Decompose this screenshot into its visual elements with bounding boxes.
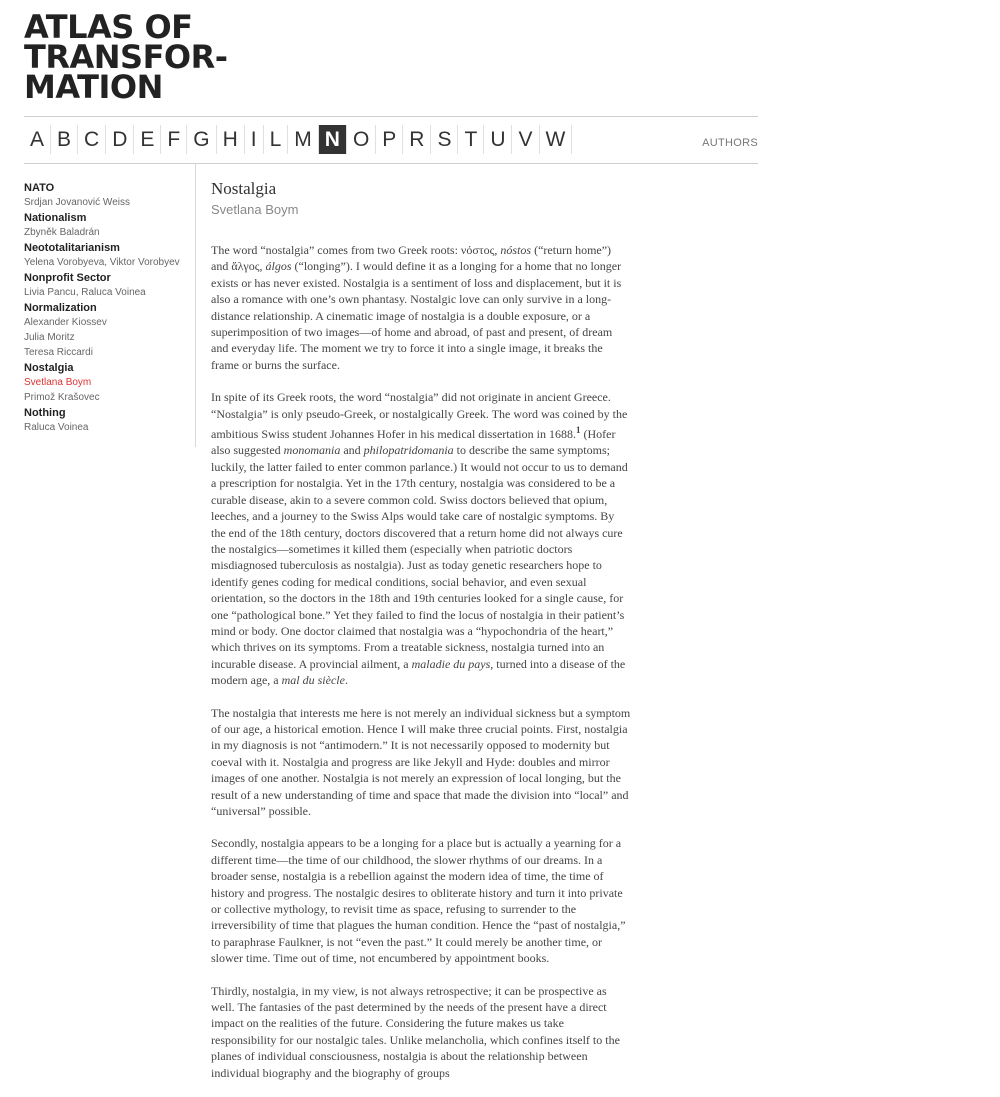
letter-h[interactable]: H	[217, 125, 245, 154]
entry-term[interactable]: Nationalism	[24, 212, 87, 224]
italic-term: monomania	[283, 443, 341, 458]
letter-u[interactable]: U	[484, 125, 512, 154]
text-run: and	[340, 443, 364, 458]
letter-f[interactable]: F	[161, 125, 187, 154]
text-run: Secondly, nostalgia appears to be a longing for a place but is actually a yearning for a different time—the time of our childhood, the slower rhythms of our dreams. In a broader sense, nostalgia is a rebellion against the modern idea of time, the time of history and progress. The nostalgic desires to obliterate history and turn it into private or collective mythology, to revisit time as space, refusing to surrender to the irreversibility of time that plagues the human condition. Hence the “past of nostalgia,” to paraphrase Faulkner, is not “even the past.” It could merely be another time, or slower time. Time out of time, not encumbered by appointment books.	[211, 836, 626, 966]
entry-term[interactable]: Normalization	[24, 302, 97, 314]
footnote-link[interactable]: 1	[575, 425, 581, 436]
letter-s[interactable]: S	[431, 125, 458, 154]
entry-author[interactable]: Alexander Kiossev	[24, 317, 107, 328]
sidebar-divider	[195, 164, 196, 447]
nav-bottom-divider	[24, 163, 758, 164]
article-paragraph	[211, 983, 631, 1081]
article-paragraph	[211, 242, 631, 373]
entry-author[interactable]: Teresa Riccardi	[24, 347, 93, 358]
text-run: The nostalgia that interests me here is not merely an individual sickness but a symptom of our age, a historical emotion. Hence I will make three crucial points. First, nostalgia in my diagnosis is not “antimodern.” It is not necessarily opposed to modernity but coeval with it. Nostalgia and progress are like Jekyll and Hyde: doubles and mirror images of one another. Nostalgia is not merely an expression of local longing, but the result of a new understanding of time and space that made the division into “local” and “universal” possible.	[211, 705, 631, 818]
italic-term: nóstos	[500, 243, 532, 257]
text-run: (“return home”) and ἄλγος,	[211, 243, 612, 274]
logo-line-1: ATLAS OF	[24, 8, 193, 46]
letter-d[interactable]: D	[106, 125, 134, 154]
italic-term: philopatridomania	[363, 443, 454, 458]
site-logo[interactable]	[24, 8, 228, 106]
entry-author[interactable]: Svetlana Boym	[24, 377, 92, 388]
entry-author[interactable]: Primož Krašovec	[24, 392, 100, 403]
letter-l[interactable]: L	[264, 125, 289, 154]
letter-c[interactable]: C	[78, 125, 106, 154]
letter-t[interactable]: T	[458, 125, 484, 154]
text-run: (Hofer also suggested	[211, 427, 616, 458]
alphabet-nav	[24, 125, 572, 154]
text-run: (“longing”). I would define it as a longing for a home that no longer exists or has never existed. Nostalgia is a sentiment of loss and displacement, but it is also a romance with one’s own phantasy. Nostalgic love can only survive in a long-distance relationship. A cinematic image of nostalgia is a double exposure, or a superimposition of two images—of home and abroad, of past and present, of dream and everyday life. The moment we try to force it into a single image, it breaks the frame or burns the surface.	[211, 259, 622, 372]
italic-term: maladie du pays	[411, 656, 491, 671]
text-run: , turned into a disease of the modern age, a	[211, 656, 626, 688]
entry-term[interactable]: Nothing	[24, 407, 66, 419]
text-run: .	[344, 673, 348, 688]
entry-author[interactable]: Julia Moritz	[24, 332, 75, 343]
letter-v[interactable]: V	[512, 125, 539, 154]
article-author[interactable]: Svetlana Boym	[211, 202, 299, 217]
letter-a[interactable]: A	[24, 125, 51, 154]
letter-n[interactable]: N	[319, 125, 347, 154]
entry-author[interactable]: Raluca Voinea	[24, 422, 89, 433]
letter-g[interactable]: G	[187, 125, 216, 154]
text-run: The word “nostalgia” comes from two Greek roots: νόστος,	[211, 243, 501, 257]
text-run: In spite of its Greek roots, the word “nostalgia” did not originate in ancient Greece. “Nostalgia” is only pseudo-Greek, or nostalgically Greek. The word was coined by the ambitious Swiss student Johannes Hofer in his medical dissertation in 1688.	[211, 390, 628, 442]
logo-line-2: TRANSFOR-	[24, 38, 228, 76]
entry-term[interactable]: Neototalitarianism	[24, 242, 120, 254]
entry-author[interactable]: Srdjan Jovanović Weiss	[24, 197, 130, 208]
nav-top-divider	[24, 116, 758, 117]
entry-author[interactable]: Yelena Vorobyeva, Viktor Vorobyev	[24, 257, 180, 268]
text-run: Thirdly, nostalgia, in my view, is not always retrospective; it can be prospective as well. The fantasies of the past determined by the needs of the present have a direct impact on the realities of the future. Considering the future makes us take responsibility for our nostalgic tales. Unlike melancholia, which confines itself to the planes of individual consciousness, nostalgia is about the relationship between individual biography and the biography of groups	[211, 983, 620, 1080]
letter-e[interactable]: E	[134, 125, 161, 154]
letter-b[interactable]: B	[51, 125, 78, 154]
logo-line-3: MATION	[24, 68, 163, 106]
letter-o[interactable]: O	[347, 125, 376, 154]
entry-term[interactable]: Nostalgia	[24, 362, 74, 374]
article	[211, 179, 631, 1097]
letter-i[interactable]: I	[245, 125, 264, 154]
article-paragraph	[211, 705, 631, 820]
entry-term[interactable]: NATO	[24, 182, 55, 194]
text-run: to describe the same symptoms; luckily, the latter failed to enter common parlance.) It would not occur to us to demand a prescription for nostalgia. Yet in the 17th century, nostalgia was considered to be a curable disease, akin to a severe common cold. Swiss doctors believed that opium, leeches, and a journey to the Swiss Alps would take care of nostalgic symptoms. By the end of the 18th century, doctors discovered that a return home did not always cure the nostalgics—sometimes it killed them (especially when patriotic doctors misdiagnosed tuberculosis as nostalgia). Just as today genetic researchers hope to identify genes coding for medical conditions, social behavior, and even sexual orientation, so the doctors in the 18th and 19th centuries looked for a single cause, for one “pathological bone.” Yet they failed to find the locus of nostalgia in their patient’s mind or body. One doctor claimed that nostalgia was a “hypochondria of the heart,” which thrives on its symptoms. From a treatable sickness, nostalgia turned into an incurable disease. A provincial ailment, a	[211, 443, 628, 671]
article-paragraph	[211, 389, 631, 688]
article-paragraph	[211, 835, 631, 966]
letter-m[interactable]: M	[288, 125, 319, 154]
entry-term[interactable]: Nonprofit Sector	[24, 272, 111, 284]
entry-sidebar	[24, 180, 194, 435]
letter-w[interactable]: W	[540, 125, 573, 154]
entry-author[interactable]: Livia Pancu, Raluca Voinea	[24, 287, 146, 298]
italic-term: mal du siècle	[281, 673, 345, 688]
entry-author[interactable]: Zbyněk Baladrán	[24, 227, 100, 238]
article-title: Nostalgia	[211, 179, 277, 198]
authors-link[interactable]: AUTHORS	[702, 137, 758, 149]
letter-r[interactable]: R	[403, 125, 431, 154]
italic-term: álgos	[265, 259, 292, 274]
article-body	[211, 242, 631, 1081]
letter-p[interactable]: P	[376, 125, 403, 154]
